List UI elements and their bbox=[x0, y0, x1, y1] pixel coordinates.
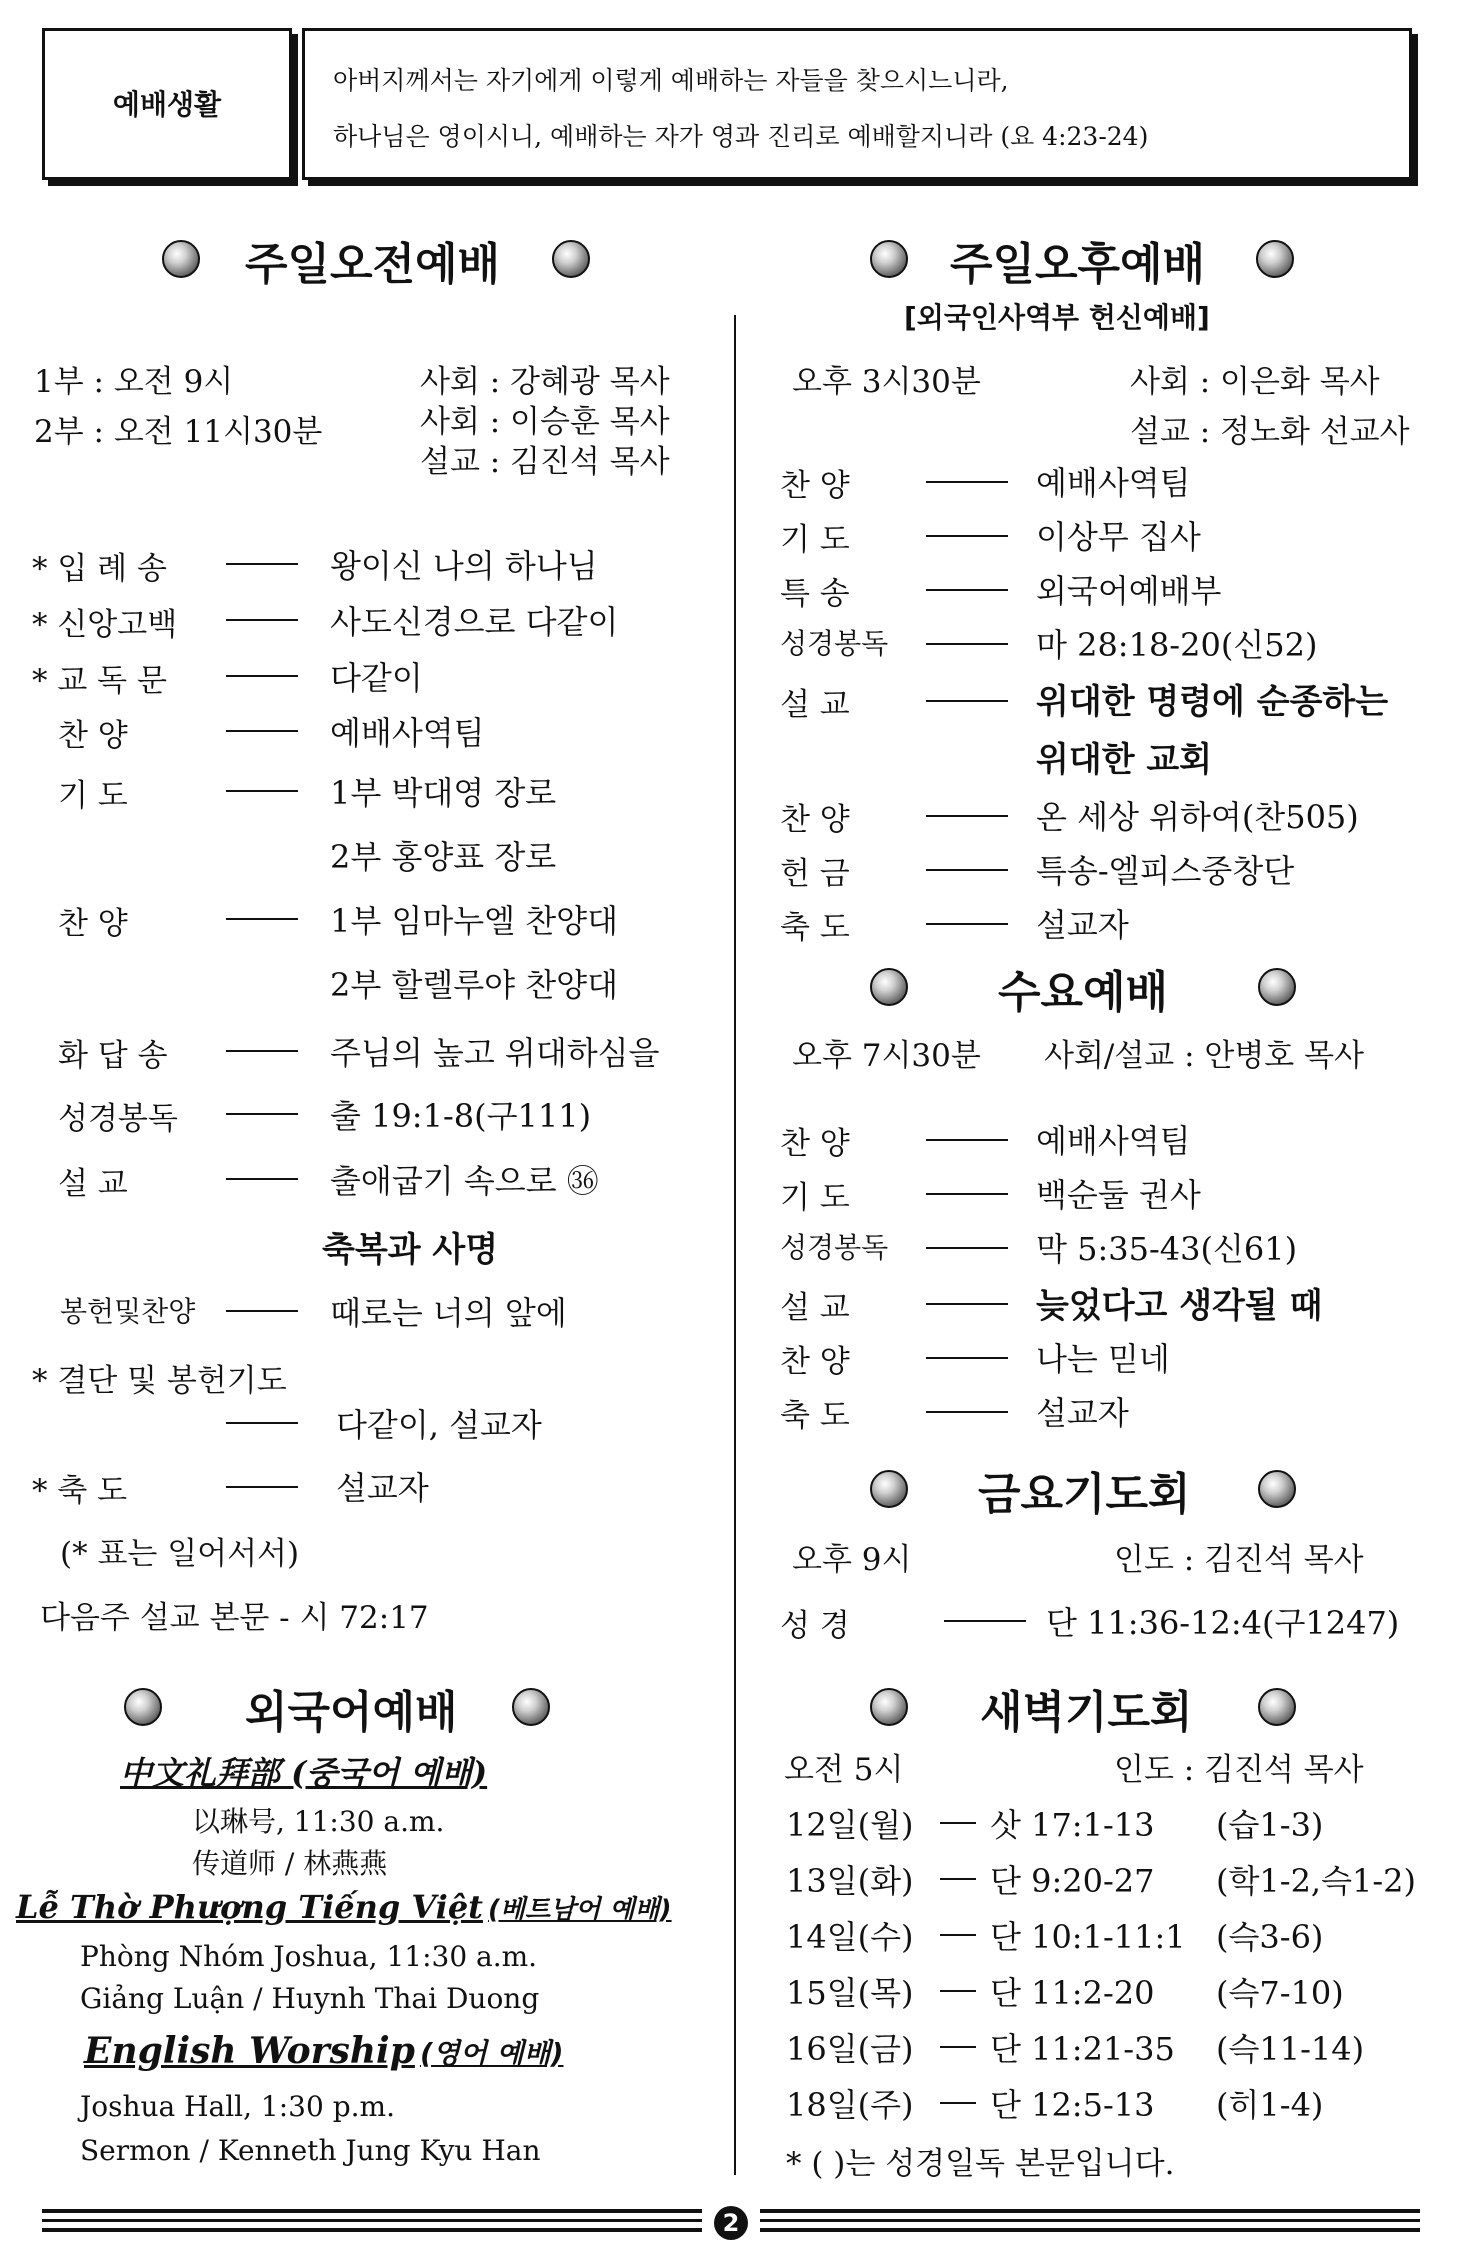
leader-dash bbox=[926, 1193, 1008, 1195]
order-value: 예배사역팀 bbox=[330, 714, 485, 752]
order-value: 1부 박대영 장로 bbox=[330, 774, 557, 812]
wednesday-leader: 사회/설교 : 안병호 목사 bbox=[1044, 1038, 1364, 1074]
order-label: 화 답 송 bbox=[58, 1038, 168, 1074]
order-label: 특 송 bbox=[780, 576, 850, 612]
header-verse-box bbox=[302, 28, 1412, 180]
order-value: 출 19:1-8(구111) bbox=[330, 1097, 592, 1135]
wednesday-title: 수요예배 bbox=[998, 967, 1169, 1018]
leader-dash bbox=[926, 1357, 1008, 1359]
sunday-am-leader1: 사회 : 강혜광 목사 bbox=[420, 364, 670, 400]
order-label: 찬 양 bbox=[58, 906, 128, 942]
leader-dash bbox=[226, 1486, 298, 1488]
sunday-pm-subtitle: [외국인사역부 헌신예배] bbox=[904, 301, 1210, 334]
page-number: 2 bbox=[714, 2206, 748, 2240]
order-label: 축 도 bbox=[780, 1398, 850, 1434]
leader-dash bbox=[226, 1050, 298, 1052]
order-value: 예배사역팀 bbox=[1036, 1122, 1191, 1160]
dawn-day: 12일(월) bbox=[786, 1806, 914, 1844]
bullet-icon bbox=[1256, 240, 1294, 278]
leader-dash bbox=[226, 1310, 298, 1312]
order-label: * 교 독 문 bbox=[32, 663, 167, 699]
order-value-2: 2부 홍양표 장로 bbox=[330, 838, 557, 876]
english-title: English Worship bbox=[84, 2030, 415, 2072]
leader-dash bbox=[940, 2046, 976, 2048]
header-title-box bbox=[42, 28, 292, 180]
leader-dash bbox=[926, 481, 1008, 483]
order-value: 주님의 높고 위대하심을 bbox=[330, 1034, 660, 1072]
order-label: 성경봉독 bbox=[780, 627, 889, 660]
friday-time: 오후 9시 bbox=[792, 1542, 912, 1578]
order-value: 백순둘 권사 bbox=[1036, 1176, 1201, 1214]
sunday-am-service1: 1부 : 오전 9시 bbox=[34, 364, 234, 400]
dawn-text: 단 11:21-35 bbox=[990, 2030, 1175, 2068]
leader-dash bbox=[226, 619, 298, 621]
sunday-pm-preacher: 설교 : 정노화 선교사 bbox=[1130, 414, 1410, 450]
leader-dash bbox=[926, 1247, 1008, 1249]
wednesday-time: 오후 7시30분 bbox=[792, 1038, 981, 1074]
header-title: 예배생활 bbox=[112, 88, 222, 121]
next-week-text: 다음주 설교 본문 - 시 72:17 bbox=[40, 1600, 429, 1636]
leader-dash bbox=[226, 1178, 298, 1180]
order-value-bold-2: 위대한 교회 bbox=[1036, 740, 1213, 780]
leader-dash bbox=[226, 918, 298, 920]
dawn-title: 새벽기도회 bbox=[980, 1687, 1193, 1738]
order-label: 기 도 bbox=[58, 778, 128, 814]
order-label: * 입 례 송 bbox=[32, 551, 167, 587]
friday-scripture-label: 성 경 bbox=[780, 1608, 850, 1644]
order-value: 왕이신 나의 하나님 bbox=[330, 547, 598, 585]
dawn-ref: (슥11-14) bbox=[1216, 2030, 1365, 2068]
order-label: 찬 양 bbox=[780, 468, 850, 504]
bullet-icon bbox=[552, 240, 590, 278]
dawn-day: 14일(수) bbox=[786, 1918, 914, 1956]
leader-dash bbox=[226, 790, 298, 792]
order-value-bold: 늦었다고 생각될 때 bbox=[1036, 1286, 1323, 1326]
decision-label: * 결단 및 봉헌기도 bbox=[32, 1363, 287, 1399]
order-value: 막 5:35-43(신61) bbox=[1036, 1230, 1298, 1268]
dawn-ref: (히1-4) bbox=[1216, 2086, 1324, 2124]
footer-rule-left bbox=[42, 2209, 702, 2213]
leader-dash bbox=[226, 1113, 298, 1115]
benediction-value: 설교자 bbox=[336, 1469, 429, 1507]
bullet-icon bbox=[870, 968, 908, 1006]
leader-dash bbox=[940, 1822, 976, 1824]
footer-rule-left bbox=[42, 2228, 702, 2232]
order-value-2: 2부 할렐루야 찬양대 bbox=[330, 966, 618, 1004]
sunday-pm-leader: 사회 : 이은화 목사 bbox=[1130, 364, 1380, 400]
order-label: 성경봉독 bbox=[780, 1231, 889, 1264]
leader-dash bbox=[226, 675, 298, 677]
column-divider bbox=[734, 315, 736, 2175]
dawn-footnote: * ( )는 성경일독 본문입니다. bbox=[786, 2146, 1175, 2182]
order-label: 헌 금 bbox=[780, 856, 850, 892]
dawn-day: 13일(화) bbox=[786, 1862, 914, 1900]
english-line1: Joshua Hall, 1:30 p.m. bbox=[80, 2090, 395, 2123]
dawn-text: 삿 17:1-13 bbox=[990, 1806, 1155, 1844]
order-label: 기 도 bbox=[780, 522, 850, 558]
friday-title: 금요기도회 bbox=[978, 1469, 1191, 1520]
order-value: 예배사역팀 bbox=[1036, 464, 1191, 502]
order-label: 설 교 bbox=[780, 1290, 850, 1326]
order-label: 설 교 bbox=[58, 1166, 128, 1202]
order-value: 사도신경으로 다같이 bbox=[330, 603, 619, 641]
leader-dash bbox=[926, 1139, 1008, 1141]
header-verse-line2: 하나님은 영이시니, 예배하는 자가 영과 진리로 예배할지니라 (요 4:23-24) bbox=[333, 122, 1149, 151]
dawn-ref: (슥3-6) bbox=[1216, 1918, 1324, 1956]
standing-note: (* 표는 일어서서) bbox=[60, 1536, 300, 1572]
viet-heading bbox=[16, 1888, 672, 1926]
footer-rule-left bbox=[42, 2219, 702, 2222]
blessing-title: 축복과 사명 bbox=[322, 1230, 499, 1270]
order-value: 특송-엘피스중창단 bbox=[1036, 852, 1295, 890]
bullet-icon bbox=[512, 1688, 550, 1726]
order-value: 이상무 집사 bbox=[1036, 518, 1201, 556]
chinese-title: 中文礼拜部 (중국어 예배) bbox=[120, 1754, 488, 1792]
dawn-text: 단 11:2-20 bbox=[990, 1974, 1155, 2012]
friday-scripture-value: 단 11:36-12:4(구1247) bbox=[1046, 1604, 1400, 1642]
sunday-am-preacher: 설교 : 김진석 목사 bbox=[420, 444, 670, 480]
leader-dash bbox=[940, 1878, 976, 1880]
leader-dash bbox=[226, 563, 298, 565]
leader-dash bbox=[926, 589, 1008, 591]
footer-rule-right bbox=[760, 2228, 1420, 2232]
bullet-icon bbox=[870, 1688, 908, 1726]
order-value: 1부 임마누엘 찬양대 bbox=[330, 902, 618, 940]
dawn-ref: (습1-3) bbox=[1216, 1806, 1324, 1844]
order-label: * 신앙고백 bbox=[32, 607, 178, 643]
bullet-icon bbox=[1258, 1470, 1296, 1508]
leader-dash bbox=[926, 1411, 1008, 1413]
dawn-ref: (슥7-10) bbox=[1216, 1974, 1344, 2012]
dawn-day: 15일(목) bbox=[786, 1974, 914, 2012]
leader-dash bbox=[940, 1934, 976, 1936]
leader-dash bbox=[926, 815, 1008, 817]
order-value: 출애굽기 속으로 ㊱ bbox=[330, 1162, 599, 1200]
bullet-icon bbox=[162, 240, 200, 278]
offering-label: 봉헌및찬양 bbox=[60, 1295, 196, 1328]
viet-line1: Phòng Nhóm Joshua, 11:30 a.m. bbox=[80, 1940, 538, 1973]
leader-dash bbox=[226, 730, 298, 732]
order-value: 설교자 bbox=[1036, 1394, 1129, 1432]
decision-value: 다같이, 설교자 bbox=[336, 1406, 542, 1444]
dawn-ref: (학1-2,슥1-2) bbox=[1216, 1862, 1417, 1900]
chinese-line1: 以琳号, 11:30 a.m. bbox=[192, 1805, 445, 1838]
dawn-day: 18일(주) bbox=[786, 2086, 914, 2124]
foreign-title: 외국어예배 bbox=[245, 1687, 458, 1738]
chinese-line2: 传道师 / 林燕燕 bbox=[192, 1847, 388, 1880]
order-value: 설교자 bbox=[1036, 906, 1129, 944]
order-label: 찬 양 bbox=[780, 1126, 850, 1162]
footer-rule-right bbox=[760, 2219, 1420, 2222]
leader-dash bbox=[940, 1990, 976, 1992]
english-line2: Sermon / Kenneth Jung Kyu Han bbox=[80, 2134, 541, 2167]
dawn-text: 단 10:1-11:1 bbox=[990, 1918, 1186, 1956]
order-label: 찬 양 bbox=[780, 1344, 850, 1380]
leader-dash bbox=[926, 643, 1008, 645]
dawn-text: 단 9:20-27 bbox=[990, 1862, 1155, 1900]
order-label: 설 교 bbox=[780, 687, 850, 723]
sunday-am-leader2: 사회 : 이승훈 목사 bbox=[420, 404, 670, 440]
order-value: 온 세상 위하여(찬505) bbox=[1036, 798, 1359, 836]
leader-dash bbox=[926, 535, 1008, 537]
english-heading bbox=[84, 2030, 564, 2072]
sunday-pm-title: 주일오후예배 bbox=[950, 239, 1206, 290]
order-label: 기 도 bbox=[780, 1180, 850, 1216]
viet-title: Lễ Thờ Phượng Tiếng Việt bbox=[16, 1888, 483, 1926]
leader-dash bbox=[926, 700, 1008, 702]
dawn-day: 16일(금) bbox=[786, 2030, 914, 2068]
bullet-icon bbox=[124, 1688, 162, 1726]
sunday-am-service2: 2부 : 오전 11시30분 bbox=[34, 414, 323, 450]
leader-dash bbox=[926, 869, 1008, 871]
dawn-time: 오전 5시 bbox=[784, 1752, 904, 1788]
leader-dash bbox=[944, 1620, 1026, 1622]
bullet-icon bbox=[870, 1470, 908, 1508]
sunday-pm-time: 오후 3시30분 bbox=[792, 364, 981, 400]
sunday-am-title: 주일오전예배 bbox=[245, 239, 501, 290]
viet-line2: Giảng Luận / Huynh Thai Duong bbox=[80, 1982, 540, 2015]
leader-dash bbox=[940, 2102, 976, 2104]
order-label: 축 도 bbox=[780, 910, 850, 946]
friday-leader: 인도 : 김진석 목사 bbox=[1114, 1542, 1364, 1578]
dawn-text: 단 12:5-13 bbox=[990, 2086, 1155, 2124]
viet-suffix: (베트남어 예배) bbox=[488, 1895, 672, 1925]
header-verse-line1: 아버지께서는 자기에게 이렇게 예배하는 자들을 찾으시느니라, bbox=[333, 66, 1009, 95]
leader-dash bbox=[926, 923, 1008, 925]
leader-dash bbox=[926, 1303, 1008, 1305]
leader-dash bbox=[226, 1422, 298, 1424]
bullet-icon bbox=[870, 240, 908, 278]
bullet-icon bbox=[1258, 968, 1296, 1006]
order-label: 찬 양 bbox=[780, 802, 850, 838]
footer-rule-right bbox=[760, 2209, 1420, 2213]
order-value: 외국어예배부 bbox=[1036, 572, 1222, 610]
offering-value: 때로는 너의 앞에 bbox=[330, 1294, 567, 1332]
order-value: 마 28:18-20(신52) bbox=[1036, 626, 1318, 664]
bullet-icon bbox=[1258, 1688, 1296, 1726]
dawn-leader: 인도 : 김진석 목사 bbox=[1114, 1752, 1364, 1788]
english-suffix: (영어 예배) bbox=[419, 2037, 564, 2070]
order-value-bold: 위대한 명령에 순종하는 bbox=[1036, 682, 1389, 722]
order-value: 다같이 bbox=[330, 659, 423, 697]
order-label: 찬 양 bbox=[58, 718, 128, 754]
order-label: 성경봉독 bbox=[58, 1101, 178, 1137]
benediction-label: * 축 도 bbox=[32, 1473, 128, 1509]
order-value: 나는 믿네 bbox=[1036, 1340, 1170, 1378]
